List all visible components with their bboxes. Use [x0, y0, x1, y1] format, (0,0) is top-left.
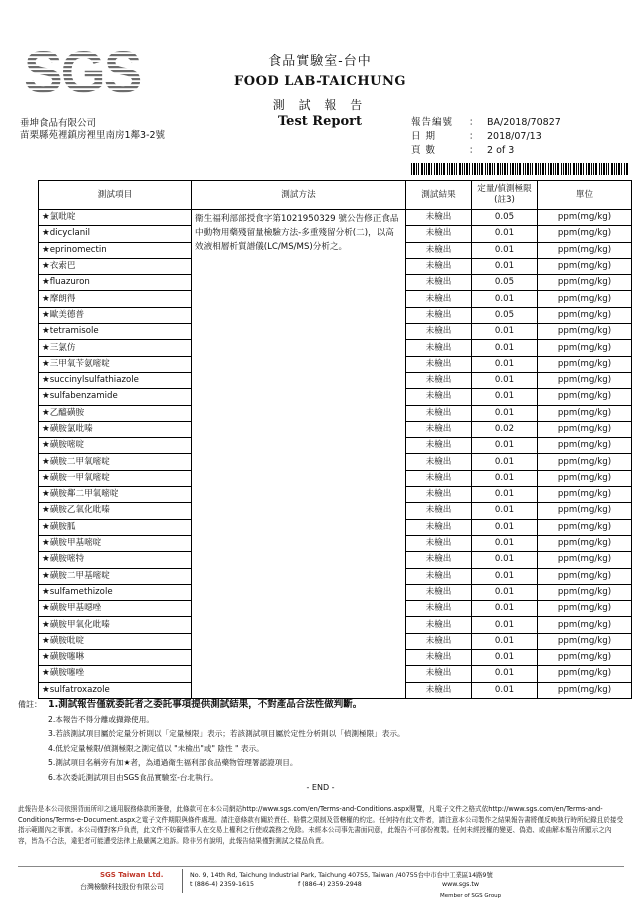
barcode-bar — [540, 163, 541, 175]
unit: ppm(mg/kg) — [538, 356, 632, 372]
barcode-bar — [472, 163, 473, 175]
barcode-bar — [519, 163, 521, 175]
header-method: 測試方法 — [192, 181, 406, 210]
test-item: ★磺胺二甲基嘧啶 — [39, 568, 192, 584]
note-line: 1.測試報告僅就委託者之委託事項提供測試結果，不對產品合法性做判斷。 — [48, 699, 363, 710]
detection-limit: 0.01 — [472, 601, 538, 617]
barcode-bar — [606, 163, 607, 175]
barcode-bar — [595, 163, 597, 175]
test-item: ★磺胺嘧特 — [39, 552, 192, 568]
unit: ppm(mg/kg) — [538, 421, 632, 437]
unit: ppm(mg/kg) — [538, 275, 632, 291]
test-item: ★磺胺甲基嘧啶 — [39, 535, 192, 551]
test-result: 未檢出 — [406, 421, 472, 437]
test-result: 未檢出 — [406, 340, 472, 356]
detection-limit: 0.05 — [472, 210, 538, 226]
barcode-bar — [624, 163, 625, 175]
barcode-bar — [454, 163, 455, 175]
test-result: 未檢出 — [406, 438, 472, 454]
footer-address: No. 9, 14th Rd, Taichung Industrial Park, Taichung 40755, Taiwan /40755台中市台中工業區14路9號 — [190, 872, 493, 879]
barcode-bar — [479, 163, 480, 175]
test-item: ★磺胺胍 — [39, 519, 192, 535]
lab-name-zh: 食品實驗室-台中 — [268, 54, 372, 69]
unit: ppm(mg/kg) — [538, 568, 632, 584]
barcode-bar — [436, 163, 438, 175]
test-result: 未檢出 — [406, 519, 472, 535]
test-result: 未檢出 — [406, 535, 472, 551]
test-result: 未檢出 — [406, 454, 472, 470]
notes-label: 備註： — [18, 700, 42, 709]
barcode-bar — [441, 163, 442, 175]
barcode-bar — [418, 163, 419, 175]
test-result: 未檢出 — [406, 682, 472, 698]
unit: ppm(mg/kg) — [538, 584, 632, 600]
test-result: 未檢出 — [406, 552, 472, 568]
test-result: 未檢出 — [406, 372, 472, 388]
footer-phone: t (886-4) 2359-1615 — [190, 881, 255, 888]
barcode-bar — [599, 163, 600, 175]
notes — [18, 698, 628, 785]
test-result: 未檢出 — [406, 487, 472, 503]
note-line: 5.測試項目名稱旁有加★者，為通過衛生福利部食品藥物管理署認證項目。 — [48, 758, 298, 767]
test-result: 未檢出 — [406, 275, 472, 291]
unit: ppm(mg/kg) — [538, 682, 632, 698]
barcode-bar — [588, 163, 590, 175]
detection-limit: 0.01 — [472, 454, 538, 470]
barcode-bar — [603, 163, 605, 175]
test-item: ★dicyclanil — [39, 226, 192, 242]
barcode-bar — [431, 163, 432, 175]
unit: ppm(mg/kg) — [538, 258, 632, 274]
detection-limit: 0.01 — [472, 617, 538, 633]
detection-limit: 0.01 — [472, 519, 538, 535]
unit: ppm(mg/kg) — [538, 487, 632, 503]
page-count: 2 of 3 — [487, 145, 515, 156]
barcode-bar — [428, 163, 430, 175]
barcode-bar — [583, 163, 584, 175]
header-limit: 定量/偵測極限(註3) — [472, 181, 538, 210]
test-item: ★三氯仿 — [39, 340, 192, 356]
barcode-bar — [416, 163, 417, 175]
test-result: 未檢出 — [406, 324, 472, 340]
barcode-bar — [576, 163, 577, 175]
barcode-bar — [626, 163, 628, 175]
barcode-bar — [481, 163, 483, 175]
detection-limit: 0.01 — [472, 666, 538, 682]
barcode-bar — [424, 163, 425, 175]
unit: ppm(mg/kg) — [538, 405, 632, 421]
barcode-bar — [426, 163, 427, 175]
note-line: 2.本報告不得分離或擷錄使用。 — [48, 714, 154, 724]
barcode-bar — [553, 163, 554, 175]
detection-limit: 0.05 — [472, 307, 538, 323]
test-item: ★磺胺二甲氧嘧啶 — [39, 454, 192, 470]
barcode-bar — [523, 163, 524, 175]
detection-limit: 0.01 — [472, 226, 538, 242]
header-item: 測試項目 — [39, 181, 192, 210]
detection-limit: 0.01 — [472, 324, 538, 340]
barcode-bar — [532, 163, 533, 175]
sgs-logo — [22, 42, 144, 98]
test-item: ★磺胺甲基噁唑 — [39, 601, 192, 617]
detection-limit: 0.01 — [472, 356, 538, 372]
detection-limit: 0.01 — [472, 503, 538, 519]
test-result: 未檢出 — [406, 307, 472, 323]
barcode-bar — [555, 163, 556, 175]
barcode-bar — [489, 163, 491, 175]
detection-limit: 0.01 — [472, 584, 538, 600]
barcode-bar — [542, 163, 544, 175]
barcode-bar — [568, 163, 569, 175]
test-result: 未檢出 — [406, 568, 472, 584]
report-number: BA/2018/70827 — [487, 117, 561, 128]
detection-limit: 0.01 — [472, 487, 538, 503]
report-title-en: Test Report — [278, 114, 362, 129]
footer-member: Member of SGS Group — [440, 893, 502, 899]
test-result: 未檢出 — [406, 633, 472, 649]
detection-limit: 0.01 — [472, 568, 538, 584]
barcode-bar — [443, 163, 445, 175]
report-number-row: 報告編號 ： BA/2018/70827 — [411, 114, 561, 128]
barcode-bar — [411, 163, 412, 175]
test-item: ★磺胺氯吡嗪 — [39, 421, 192, 437]
barcode-bar — [550, 163, 552, 175]
barcode-bar — [456, 163, 457, 175]
barcode-bar — [593, 163, 594, 175]
unit: ppm(mg/kg) — [538, 210, 632, 226]
report-title-zh: 測 試 報 告 — [272, 98, 368, 112]
barcode-bar — [462, 163, 463, 175]
unit: ppm(mg/kg) — [538, 324, 632, 340]
barcode-bar — [538, 163, 539, 175]
test-result: 未檢出 — [406, 242, 472, 258]
test-item: ★succinylsulfathiazole — [39, 372, 192, 388]
test-item: ★磺胺一甲氧嘧啶 — [39, 470, 192, 486]
detection-limit: 0.01 — [472, 438, 538, 454]
unit: ppm(mg/kg) — [538, 519, 632, 535]
detection-limit: 0.01 — [472, 242, 538, 258]
barcode-bar — [474, 163, 476, 175]
logo-text: SGS — [24, 42, 141, 98]
test-item: ★eprinomectin — [39, 242, 192, 258]
note-line: 4.低於定量極限/偵測極限之測定值以 "未檢出"或" 陰性 " 表示。 — [48, 743, 264, 753]
test-item: ★磺胺鄰二甲氧嘧啶 — [39, 487, 192, 503]
test-item: ★摩朗得 — [39, 291, 192, 307]
footer-separator — [182, 869, 183, 893]
barcode-bar — [466, 163, 468, 175]
client-name: 垂坤食品有限公司 — [20, 118, 97, 129]
test-item: ★三甲氧苄氨嘧啶 — [39, 356, 192, 372]
lab-name-en: FOOD LAB-TAICHUNG — [234, 74, 406, 89]
footer-fax: f (886-4) 2359-2948 — [298, 881, 362, 888]
barcode-bar — [504, 163, 506, 175]
unit: ppm(mg/kg) — [538, 438, 632, 454]
detection-limit: 0.01 — [472, 535, 538, 551]
test-item: ★氯吡啶 — [39, 210, 192, 226]
test-item: ★sulfamethizole — [39, 584, 192, 600]
unit: ppm(mg/kg) — [538, 535, 632, 551]
test-result: 未檢出 — [406, 666, 472, 682]
detection-limit: 0.01 — [472, 405, 538, 421]
barcode-bar — [507, 163, 508, 175]
barcode-bar — [561, 163, 562, 175]
test-result: 未檢出 — [406, 617, 472, 633]
unit: ppm(mg/kg) — [538, 307, 632, 323]
test-result: 未檢出 — [406, 210, 472, 226]
barcode-bar — [601, 163, 602, 175]
test-result: 未檢出 — [406, 503, 472, 519]
note-line: 6.本次委託測試項目由SGS食品實驗室-台北執行。 — [48, 772, 218, 782]
barcode-bar — [530, 163, 531, 175]
test-result: 未檢出 — [406, 650, 472, 666]
detection-limit: 0.01 — [472, 682, 538, 698]
client-address: 苗栗縣苑裡鎮房裡里南房1鄰3-2號 — [20, 130, 166, 141]
test-result: 未檢出 — [406, 389, 472, 405]
test-item: ★磺胺噻啉 — [39, 650, 192, 666]
unit: ppm(mg/kg) — [538, 470, 632, 486]
barcode-bar — [487, 163, 488, 175]
barcode-bar — [527, 163, 529, 175]
barcode-bar — [614, 163, 615, 175]
meta-key: 日 期 — [411, 131, 437, 142]
barcode-bar — [492, 163, 493, 175]
report-date-row: 日 期 ： 2018/07/13 — [411, 128, 542, 142]
unit: ppm(mg/kg) — [538, 650, 632, 666]
header-unit: 單位 — [538, 181, 632, 210]
test-item: ★磺胺吡啶 — [39, 633, 192, 649]
test-item: ★fluazuron — [39, 275, 192, 291]
disclaimer: 此報告是本公司依照背面所印之通用服務條款所簽發，此條款可在本公司網站http://www.sgs.com/en/Terms-and-Conditions.aspx閱覽，凡電子文件之格式依http://www.sgs.com/en/Terms-and-Conditions/Terms-e-Document.aspx之電子文件期限與條件處理。請注意條款有關於責任、賠償之限制及管轄權的約定。任何持有此文件者，請注意本公司製作之結果報告書將僅反映執行時所紀錄且於接受指示範圍內之事實。本公司僅對客戶負責，此文件不妨礙當事人在交易上權利之行使或義務之免除。未經本公司事先書面同意，此報告不可部份複製。任何未經授權的變更、偽造、或曲解本報告所顯示之內容，皆為不合法，違犯者可能遭受法律上最嚴厲之追訴。除非另有說明，此報告結果僅對測試之樣品負責。 — [18, 805, 624, 845]
barcode-bar — [578, 163, 579, 175]
barcode-bar — [618, 163, 620, 175]
test-item: ★磺胺甲氧化吡嗪 — [39, 617, 192, 633]
unit: ppm(mg/kg) — [538, 503, 632, 519]
test-item: ★衣索巴 — [39, 258, 192, 274]
barcode-bar — [494, 163, 495, 175]
test-item: ★磺胺噻唑 — [39, 666, 192, 682]
barcode-bar — [591, 163, 592, 175]
unit: ppm(mg/kg) — [538, 226, 632, 242]
barcode-bar — [545, 163, 546, 175]
barcode-bar — [611, 163, 613, 175]
table-header-row — [39, 181, 632, 210]
test-item: ★歐美德普 — [39, 307, 192, 323]
test-result: 未檢出 — [406, 470, 472, 486]
unit: ppm(mg/kg) — [538, 666, 632, 682]
footer-company-zh: 台灣檢驗科技股份有限公司 — [80, 883, 164, 891]
test-method: 衛生福利部部授食字第1021950329 號公告修正食品中動物用藥殘留量檢驗方法-多重殘留分析(二)，以高效液相層析質譜儀(LC/MS/MS)分析之。 — [192, 210, 406, 699]
header-result: 測試結果 — [406, 181, 472, 210]
barcode-bar — [621, 163, 622, 175]
barcode-bar — [548, 163, 549, 175]
test-item: ★tetramisole — [39, 324, 192, 340]
test-result: 未檢出 — [406, 226, 472, 242]
barcode-bar — [515, 163, 516, 175]
unit: ppm(mg/kg) — [538, 601, 632, 617]
barcode-bar — [570, 163, 571, 175]
barcode-bar — [449, 163, 450, 175]
unit: ppm(mg/kg) — [538, 633, 632, 649]
barcode-bar — [586, 163, 587, 175]
barcode-bar — [573, 163, 575, 175]
detection-limit: 0.01 — [472, 633, 538, 649]
barcode-bar — [477, 163, 478, 175]
detection-limit: 0.01 — [472, 650, 538, 666]
test-result: 未檢出 — [406, 291, 472, 307]
test-item: ★sulfatroxazole — [39, 682, 192, 698]
barcode-bar — [565, 163, 567, 175]
detection-limit: 0.01 — [472, 389, 538, 405]
test-item: ★sulfabenzamide — [39, 389, 192, 405]
test-item: ★磺胺乙氧化吡嗪 — [39, 503, 192, 519]
barcode-bar — [421, 163, 423, 175]
barcode-bar — [485, 163, 486, 175]
barcode-bar — [464, 163, 465, 175]
barcode-bar — [525, 163, 526, 175]
barcode-bar — [500, 163, 501, 175]
unit: ppm(mg/kg) — [538, 389, 632, 405]
unit: ppm(mg/kg) — [538, 242, 632, 258]
barcode-bar — [469, 163, 470, 175]
test-item: ★磺胺嘧啶 — [39, 438, 192, 454]
end-marker: - END - — [306, 783, 335, 792]
test-results-table — [38, 180, 632, 699]
barcode-bar — [439, 163, 440, 175]
page-count-row: 頁 數 ： 2 of 3 — [411, 142, 514, 156]
detection-limit: 0.01 — [472, 340, 538, 356]
barcode-bar — [510, 163, 511, 175]
detection-limit: 0.05 — [472, 275, 538, 291]
note-line: 3.若該測試項目屬於定量分析則以「定量極限」表示；若該測試項目屬於定性分析則以「偵測極限」表示。 — [48, 729, 405, 738]
test-result: 未檢出 — [406, 356, 472, 372]
detection-limit: 0.01 — [472, 258, 538, 274]
report-date: 2018/07/13 — [487, 131, 542, 142]
test-item: ★乙醯磺胺 — [39, 405, 192, 421]
unit: ppm(mg/kg) — [538, 340, 632, 356]
unit: ppm(mg/kg) — [538, 454, 632, 470]
test-result: 未檢出 — [406, 258, 472, 274]
barcode-bar — [512, 163, 514, 175]
test-result: 未檢出 — [406, 601, 472, 617]
barcode-bar — [497, 163, 499, 175]
barcode-bar — [502, 163, 503, 175]
barcode-bar — [557, 163, 559, 175]
barcode-bar — [616, 163, 617, 175]
barcode-bar — [434, 163, 435, 175]
test-result: 未檢出 — [406, 405, 472, 421]
footer-company-en: SGS Taiwan Ltd. — [100, 871, 164, 879]
detection-limit: 0.01 — [472, 291, 538, 307]
barcode-bar — [413, 163, 415, 175]
detection-limit: 0.02 — [472, 421, 538, 437]
barcode-bar — [563, 163, 564, 175]
barcode-bar — [608, 163, 609, 175]
barcode-bar — [447, 163, 448, 175]
unit: ppm(mg/kg) — [538, 617, 632, 633]
detection-limit: 0.01 — [472, 372, 538, 388]
table-row — [39, 210, 632, 226]
detection-limit: 0.01 — [472, 552, 538, 568]
unit: ppm(mg/kg) — [538, 291, 632, 307]
test-result: 未檢出 — [406, 584, 472, 600]
footer-website[interactable]: www.sgs.tw — [442, 881, 480, 888]
meta-key: 頁 數 — [411, 145, 437, 156]
barcode-bar — [535, 163, 537, 175]
barcode-bar — [459, 163, 461, 175]
unit: ppm(mg/kg) — [538, 372, 632, 388]
barcode-bar — [451, 163, 453, 175]
unit: ppm(mg/kg) — [538, 552, 632, 568]
barcode-bar — [517, 163, 518, 175]
barcode-bar — [580, 163, 582, 175]
meta-key: 報告編號 — [411, 117, 454, 128]
barcode — [411, 160, 629, 172]
footer-divider — [18, 866, 624, 867]
detection-limit: 0.01 — [472, 470, 538, 486]
